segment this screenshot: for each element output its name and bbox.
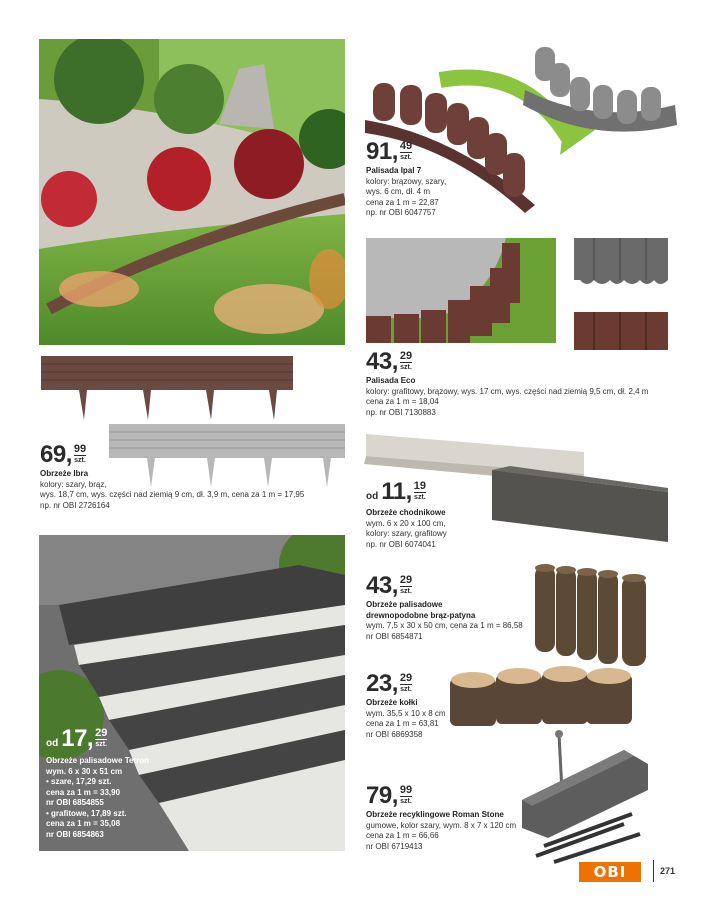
price-unit: szt. bbox=[400, 798, 412, 805]
desc-line: cena za 1 m = 63,81 bbox=[366, 719, 439, 728]
desc-line: kolory: szary, grafitowy bbox=[366, 529, 447, 538]
price-unit: szt. bbox=[400, 686, 412, 693]
price-cents: 29 bbox=[399, 672, 413, 684]
price-cents: 99 bbox=[399, 784, 413, 796]
product-name: Obrzeże recyklingowe Roman Stone bbox=[366, 810, 504, 819]
product-name: Palisada Ipal 7 bbox=[366, 166, 422, 175]
desc-line: cena za 1 m = 35,08 bbox=[46, 819, 121, 828]
desc-line: gumowe, kolor szary, wym. 8 x 7 x 120 cm bbox=[366, 820, 517, 830]
desc-chodnikowe bbox=[366, 508, 516, 550]
desc-line: kolory: szary, brąz, bbox=[40, 479, 107, 489]
desc-line: np. nr OBI 7130883 bbox=[366, 407, 436, 417]
price-cents: 29 bbox=[399, 350, 413, 362]
desc-tetron bbox=[46, 756, 196, 840]
desc-ipal bbox=[366, 166, 516, 219]
wood-palisade-image bbox=[532, 560, 656, 668]
desc-ibra bbox=[40, 469, 340, 511]
price-cents: 29 bbox=[95, 727, 108, 739]
price-prefix: od bbox=[366, 491, 379, 502]
price-kolki bbox=[366, 672, 412, 696]
desc-line: wym. 6 x 30 x 51 cm bbox=[46, 766, 123, 776]
product-name: Obrzeże kołki bbox=[366, 698, 418, 707]
desc-line: drewnopodobne brąz-patyna bbox=[366, 610, 476, 620]
eco-palisade-samples bbox=[572, 238, 670, 350]
price-main: 11, bbox=[381, 478, 412, 505]
price-unit: szt. bbox=[95, 741, 108, 748]
price-eco bbox=[366, 350, 412, 374]
price-unit: szt. bbox=[400, 154, 412, 161]
product-name: Obrzeże palisadowe Tetron bbox=[46, 756, 149, 765]
price-roman bbox=[366, 784, 412, 808]
desc-line: kolory: grafitowy, brązowy, wys. 17 cm, wys. części nad ziemią 9,5 cm, dł. 2,4 m bbox=[366, 386, 649, 396]
price-main: 69, bbox=[40, 441, 72, 468]
price-main: 91, bbox=[366, 138, 398, 165]
desc-line: kolory: brązowy, szary, bbox=[366, 176, 447, 186]
price-main: 43, bbox=[366, 572, 398, 599]
price-main: 43, bbox=[366, 348, 398, 375]
desc-roman bbox=[366, 810, 536, 852]
price-main: 17, bbox=[61, 725, 94, 752]
desc-line: wym. 7,5 x 30 x 50 cm, cena za 1 m = 86,58 bbox=[366, 621, 523, 630]
desc-line: cena za 1 m = 66,66 bbox=[366, 831, 439, 840]
desc-line: wys. 18,7 cm, wys. części nad ziemią 9 cm, dł. 3,9 m, cena za 1 m = 17,95 bbox=[40, 490, 305, 499]
price-unit: szt. bbox=[414, 494, 426, 501]
eco-palisade-photo bbox=[366, 238, 556, 343]
product-name: Obrzeże chodnikowe bbox=[366, 508, 446, 517]
desc-line: np. nr OBI 6074041 bbox=[366, 539, 436, 549]
desc-line: cena za 1 m = 33,90 bbox=[46, 787, 121, 797]
price-cents: 49 bbox=[399, 140, 413, 152]
price-main: 23, bbox=[366, 670, 398, 697]
desc-line: wys. 6 cm, dł. 4 m bbox=[366, 187, 431, 196]
price-unit: szt. bbox=[74, 457, 86, 464]
obi-logo: OBI bbox=[579, 862, 641, 882]
desc-palisadowe bbox=[366, 600, 536, 642]
desc-line: nr OBI 6719413 bbox=[366, 841, 423, 851]
desc-line: nr OBI 6854863 bbox=[46, 829, 104, 839]
garden-photo bbox=[39, 39, 345, 345]
price-cents: 29 bbox=[399, 574, 413, 586]
desc-line: np. nr OBI 2726164 bbox=[40, 500, 110, 510]
page-divider bbox=[653, 860, 654, 882]
page-number: 271 bbox=[660, 866, 676, 876]
price-unit: szt. bbox=[400, 588, 412, 595]
desc-eco bbox=[366, 376, 676, 418]
price-prefix: od bbox=[46, 738, 59, 749]
desc-kolki bbox=[366, 698, 516, 740]
desc-line: np. nr OBI 6047757 bbox=[366, 208, 436, 217]
price-ipal bbox=[366, 140, 412, 164]
price-tetron bbox=[46, 727, 107, 751]
price-unit: szt. bbox=[400, 364, 412, 371]
desc-line: • grafitowe, 17,89 szt. bbox=[46, 808, 127, 818]
price-cents: 99 bbox=[73, 443, 87, 455]
desc-line: cena za 1 m = 22,87 bbox=[366, 197, 439, 207]
desc-line: nr OBI 6854855 bbox=[46, 798, 104, 807]
price-main: 79, bbox=[366, 782, 398, 809]
desc-line: cena za 1 m = 18,04 bbox=[366, 397, 439, 406]
desc-line: wym. 6 x 20 x 100 cm, bbox=[366, 518, 446, 528]
product-name: Palisada Eco bbox=[366, 376, 416, 385]
product-name: Obrzeże Ibra bbox=[40, 469, 89, 478]
desc-line: • szare, 17,29 szt. bbox=[46, 777, 112, 786]
price-palisadowe bbox=[366, 574, 412, 598]
product-name: Obrzeże palisadowe bbox=[366, 600, 443, 609]
price-chodnikowe bbox=[366, 480, 426, 504]
desc-line: wym. 35,5 x 10 x 8 cm bbox=[366, 708, 446, 718]
price-cents: 19 bbox=[413, 480, 427, 492]
desc-line: nr OBI 6854871 bbox=[366, 631, 423, 641]
desc-line: nr OBI 6869358 bbox=[366, 729, 423, 739]
price-ibra bbox=[40, 443, 86, 467]
